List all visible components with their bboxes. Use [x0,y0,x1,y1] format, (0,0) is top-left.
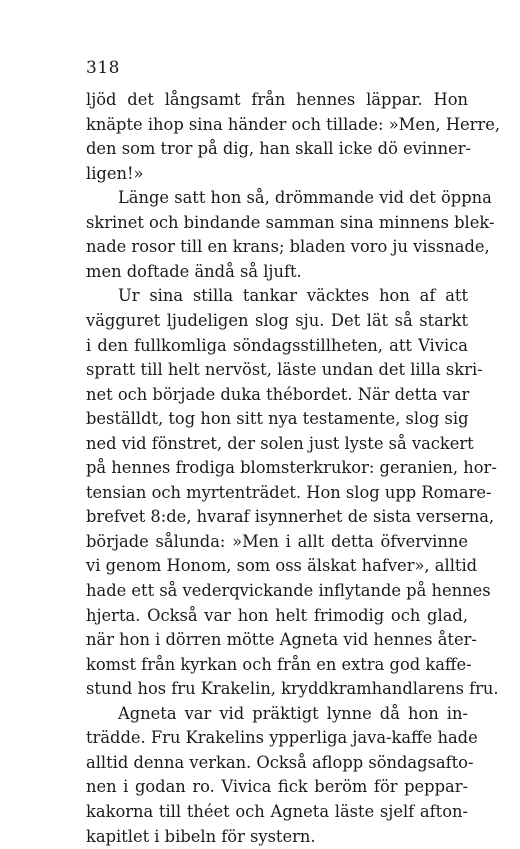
text-line: hade ett så vederqvickande inflytande på hennes [86,581,491,600]
text-line: Länge satt hon så, drömmande vid det öppna [118,188,492,208]
text-line: den som tror på dig, han skall icke dö evinner- [86,139,471,159]
text-line: trädde. Fru Krakelins ypperliga java-kaffe hade [86,728,478,748]
text-line: i den fullkomliga söndagsstillheten, att Vivica [86,335,468,355]
text-line: tensian och myrtenträdet. Hon slog upp Romare- [86,482,492,502]
text-line: på hennes frodiga blomsterkrukor: geranien, hor- [86,458,497,478]
text-line: skrinet och bindande samman sina minnens blek- [86,212,495,232]
text-line: nade rosor till en krans; bladen voro ju vissnade, [86,237,490,257]
text-line: började sålunda: »Men i allt detta öfvervinne [86,531,468,551]
text-line: nen i godan ro. Vivica fick beröm för peppar- [86,777,468,797]
text-line: hjerta. Också var hon helt frimodig och glad, [86,605,468,625]
text-line: men doftade ändå så ljuft. [86,261,302,281]
text-line: ligen!» [86,163,144,183]
text-line: brefvet 8:de, hvaraf isynnerhet de sista verserna, [86,507,495,527]
text-line: beställdt, tog hon sitt nya testamente, slog sig [86,409,469,429]
text-line: kapitlet i bibeln för systern. [86,826,316,846]
text-line: stund hos fru Krakelin, kryddkramhandlarens fru. [86,679,499,699]
text-line: knäpte ihop sina händer och tillade: »Men, Herre, [86,114,501,134]
text-line: komst från kyrkan och från en extra god kaffe- [86,654,472,674]
text-line: vi genom Honom, som oss älskat hafver», alltid [86,556,478,576]
text-line: Agneta var vid präktigt lynne då hon in- [118,703,468,723]
page-number: 318 [86,58,120,78]
text-line: kakorna till théet och Agneta läste sjelf afton- [86,801,468,821]
text-line: ljöd det långsamt från hennes läppar. Hon [86,90,468,109]
text-line: spratt till helt nervöst, läste undan det lilla skri- [86,360,483,380]
text-line: alltid denna verkan. Också aflopp söndagsafto- [86,752,474,772]
text-line: net och började duka thébordet. När detta var [86,384,470,404]
text-line: Ur sina stilla tankar väcktes hon af att [118,286,468,306]
text-line: ned vid fönstret, der solen just lyste så vackert [86,433,474,453]
text-line: vägguret ljudeligen slog sju. Det lät så starkt [86,310,468,330]
text-line: när hon i dörren mötte Agneta vid hennes åter- [86,630,477,650]
